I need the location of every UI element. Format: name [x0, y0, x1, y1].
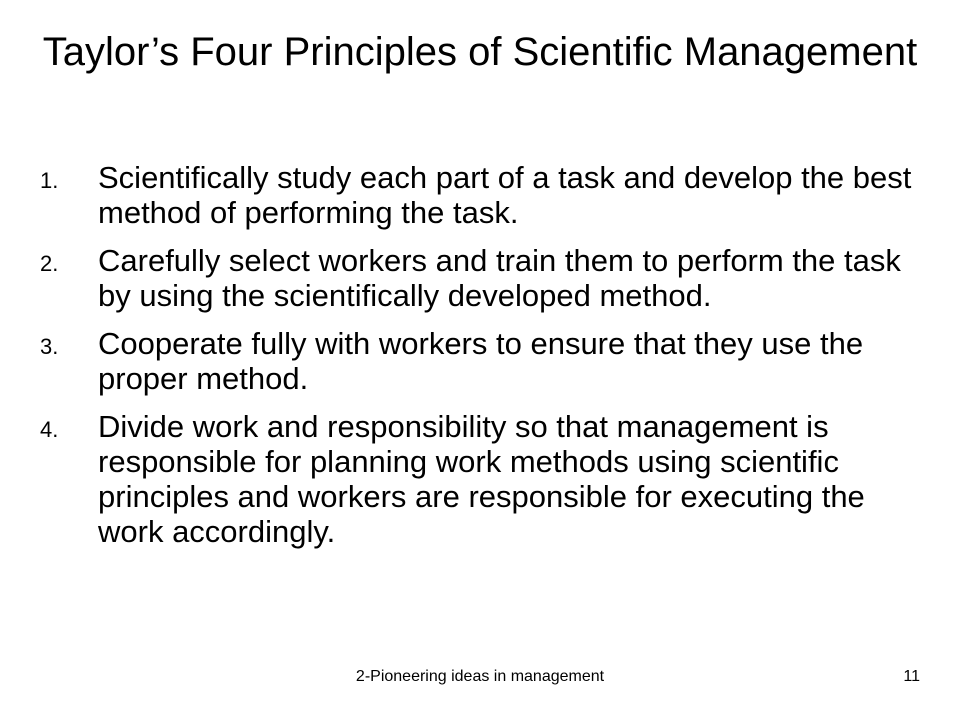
item-text: Scientifically study each part of a task and develop the best method of performing the task. — [98, 160, 912, 230]
page-number: 11 — [903, 668, 920, 685]
item-number: 4. — [40, 417, 59, 442]
item-number: 3. — [40, 334, 59, 359]
item-number: 2. — [40, 251, 59, 276]
footer-text: 2-Pioneering ideas in management — [355, 668, 605, 685]
item-text: Divide work and responsibility so that management is responsible for planning work methods using scientific principles and workers are responsible for executing the work accordingly. — [98, 409, 865, 549]
list-item — [40, 326, 920, 396]
list-item — [40, 160, 920, 230]
list-item — [40, 409, 920, 549]
slide-title: Taylor’s Four Principles of Scientific Management — [42, 30, 918, 74]
item-text: Cooperate fully with workers to ensure that they use the proper method. — [98, 326, 864, 396]
item-number: 1. — [40, 168, 59, 193]
item-text: Carefully select workers and train them to perform the task by using the scientifically developed method. — [98, 243, 901, 313]
list-item — [40, 243, 920, 313]
principles-list — [40, 160, 920, 562]
